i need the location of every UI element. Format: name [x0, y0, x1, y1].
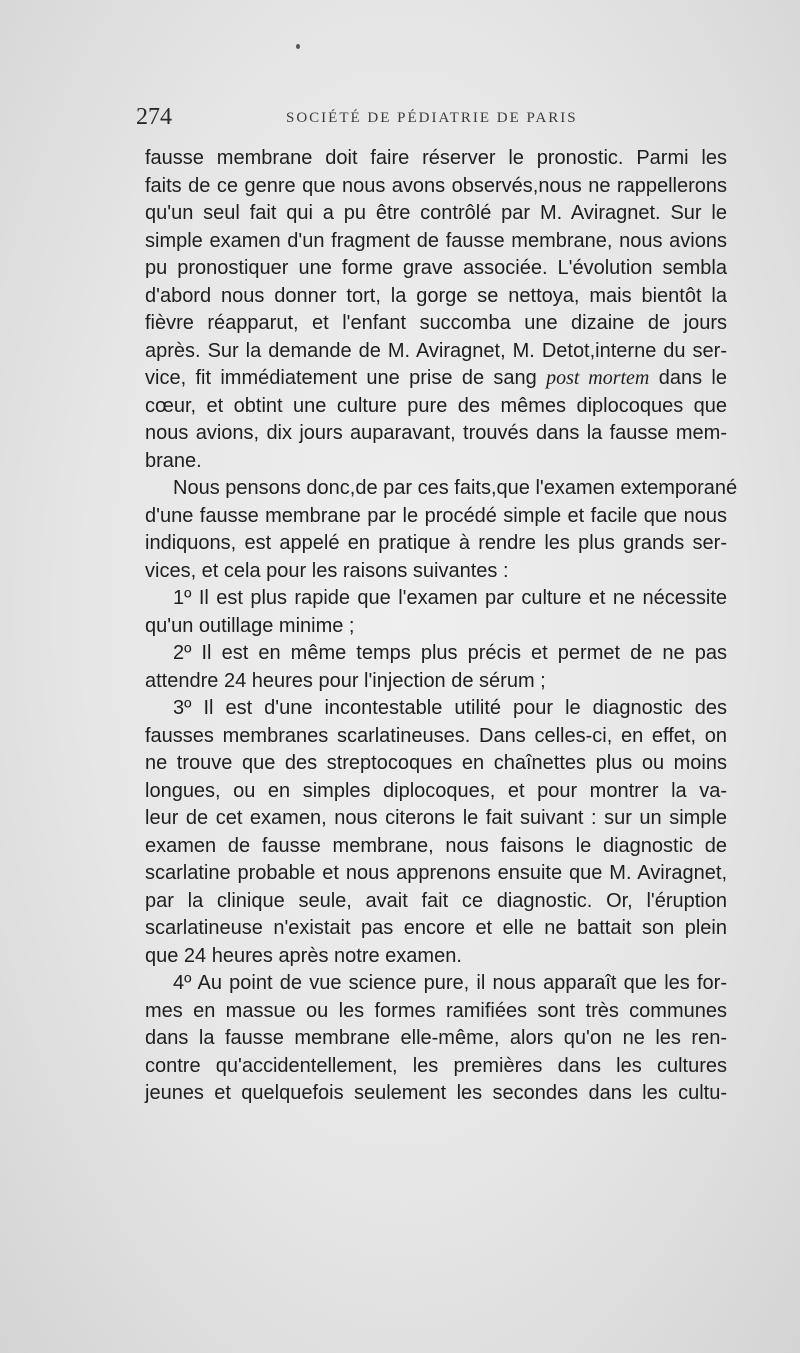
text-line: mes en massue ou les formes ramifiées sont très communes — [145, 999, 727, 1022]
text-line: indiquons, est appelé en pratique à rendre les plus grands ser- — [145, 532, 727, 554]
running-head: SOCIÉTÉ DE PÉDIATRIE DE PARIS — [286, 110, 578, 126]
text-line: dans la fausse membrane elle-même, alors qu'on ne les ren- — [145, 1027, 727, 1049]
ink-speck — [296, 44, 300, 49]
page-header — [136, 104, 736, 134]
text-line: faits de ce genre que nous avons observés,nous ne rappellerons — [145, 174, 727, 197]
text-line: fièvre réapparut, et l'enfant succomba une dizaine de jours — [145, 312, 727, 334]
text-line: fausse membrane doit faire réserver le pronostic. Parmi les — [145, 147, 727, 169]
text-line: ne trouve que des streptocoques en chaînettes plus ou moins — [145, 752, 727, 774]
text-segment: dans le — [658, 367, 727, 389]
text-line: vices, et cela pour les raisons suivantes : — [145, 559, 509, 582]
text-line: pu pronostiquer une forme grave associée. L'évolution sembla — [145, 257, 727, 279]
text-line: jeunes et quelquefois seulement les secondes dans les cultu- — [145, 1082, 727, 1104]
text-line: scarlatine probable et nous apprenons ensuite que M. Aviragnet, — [145, 862, 727, 884]
text-line: brane. — [145, 449, 202, 472]
text-line: cœur, et obtint une culture pure des mêmes diplocoques que — [145, 394, 727, 417]
text-line: par la clinique seule, avait fait ce diagnostic. Or, l'éruption — [145, 889, 727, 912]
text-line: contre qu'accidentellement, les premières dans les cultures — [145, 1054, 727, 1077]
list-item-1: 1º Il est plus rapide que l'examen par culture et ne nécessite — [173, 587, 727, 609]
list-item-3: 3º Il est d'une incontestable utilité pour le diagnostic des — [173, 697, 727, 719]
text-line: qu'un outillage minime ; — [145, 614, 355, 637]
text-line: simple examen d'un fragment de fausse membrane, nous avions — [145, 229, 727, 252]
text-line-mixed — [145, 365, 727, 393]
text-line: que 24 heures après notre examen. — [145, 944, 462, 967]
text-line: d'abord nous donner tort, la gorge se nettoya, mais bientôt la — [145, 284, 727, 307]
text-line: examen de fausse membrane, nous faisons le diagnostic de — [145, 834, 727, 857]
text-line: attendre 24 heures pour l'injection de sérum ; — [145, 669, 546, 692]
text-line: après. Sur la demande de M. Aviragnet, M. Detot,interne du ser- — [145, 339, 727, 362]
text-line: nous avions, dix jours auparavant, trouvés dans la fausse mem- — [145, 422, 727, 444]
italic-phrase: post mortem — [546, 367, 650, 389]
text-line: qu'un seul fait qui a pu être contrôlé par M. Aviragnet. Sur le — [145, 202, 727, 224]
text-line: longues, ou en simples diplocoques, et pour montrer la va- — [145, 779, 727, 802]
text-line: scarlatineuse n'existait pas encore et elle ne battait son plein — [145, 917, 727, 939]
text-line: d'une fausse membrane par le procédé simple et facile que nous — [145, 504, 727, 527]
page-number: 274 — [136, 104, 172, 130]
text-segment: vice, fit immédiatement une prise de sang — [145, 367, 537, 389]
list-item-2: 2º Il est en même temps plus précis et permet de ne pas — [173, 642, 727, 664]
text-line: fausses membranes scarlatineuses. Dans celles-ci, en effet, on — [145, 724, 727, 747]
body-text — [145, 145, 738, 1108]
text-line: leur de cet examen, nous citerons le fait suivant : sur un simple — [145, 807, 727, 829]
list-item-4: 4º Au point de vue science pure, il nous apparaît que les for- — [173, 972, 727, 994]
paragraph-start: Nous pensons donc,de par ces faits,que l'examen extemporané — [173, 477, 738, 499]
